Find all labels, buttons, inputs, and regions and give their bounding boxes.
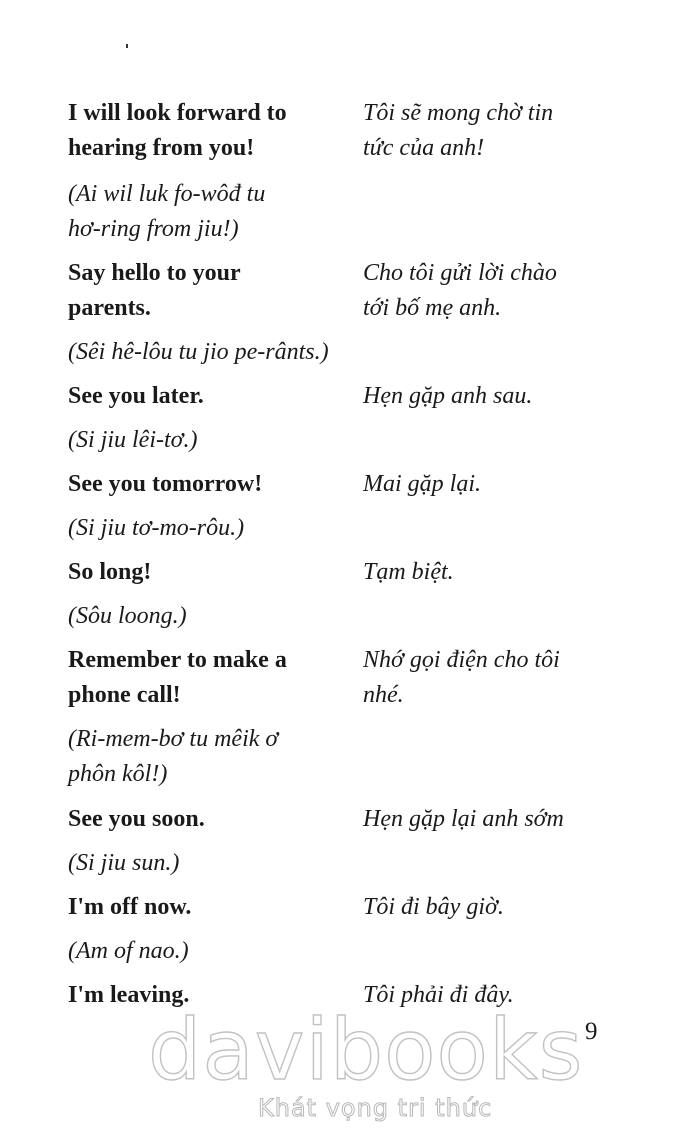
watermark-tagline: Khát vọng tri thức [258, 1094, 493, 1122]
english-phrase-line: See you soon. [68, 806, 205, 832]
english-phrase-line: So long! [68, 559, 152, 585]
pronunciation-line: (Si jiu sun.) [68, 850, 180, 876]
vietnamese-translation-line: Tôi sẽ mong chờ tin [363, 100, 554, 126]
pronunciation-line: (Am of nao.) [68, 938, 189, 964]
vietnamese-translation-line: Mai gặp lại. [363, 471, 481, 497]
scan-speck [126, 44, 128, 48]
vietnamese-translation-line: tức của anh! [363, 135, 485, 161]
page-number: 9 [585, 1018, 598, 1045]
english-phrase-line: I'm leaving. [68, 982, 190, 1008]
pronunciation-line: (Si jiu lêi-tơ.) [68, 427, 198, 453]
english-phrase-line: Remember to make a [68, 647, 287, 673]
vietnamese-translation-line: Hẹn gặp anh sau. [363, 383, 533, 409]
vietnamese-translation-line: Tôi đi bây giờ. [363, 894, 504, 920]
vietnamese-translation-line: Cho tôi gửi lời chào [363, 260, 557, 286]
pronunciation-line: (Sôu loong.) [68, 603, 187, 629]
english-phrase-line: phone call! [68, 682, 181, 708]
english-phrase-line: See you tomorrow! [68, 471, 263, 497]
pronunciation-line: (Si jiu tơ-mo-rôu.) [68, 515, 245, 541]
vietnamese-translation-line: Nhớ gọi điện cho tôi [363, 647, 560, 673]
english-phrase-line: parents. [68, 295, 151, 321]
vietnamese-translation-line: Hẹn gặp lại anh sớm [363, 806, 564, 832]
pronunciation-line: (Sêi hê-lôu tu jio pe-rânts.) [68, 339, 329, 365]
pronunciation-line: (Ri-mem-bơ tu mêik ơ [68, 726, 279, 752]
pronunciation-line: phôn kôl!) [68, 761, 168, 787]
english-phrase-line: I'm off now. [68, 894, 192, 920]
vietnamese-translation-line: Tạm biệt. [363, 559, 454, 585]
english-phrase-line: Say hello to your [68, 260, 241, 286]
english-phrase-line: hearing from you! [68, 135, 255, 161]
vietnamese-translation-line: tới bố mẹ anh. [363, 295, 502, 321]
english-phrase-line: See you later. [68, 383, 204, 409]
pronunciation-line: (Ai wil luk fo-wôđ tu [68, 181, 266, 207]
vietnamese-translation-line: nhé. [363, 682, 404, 708]
english-phrase-line: I will look forward to [68, 100, 287, 126]
vietnamese-translation-line: Tôi phải đi đây. [363, 982, 514, 1008]
pronunciation-line: hơ-ring from jiu!) [68, 216, 239, 242]
watermark-logo: davibooks [148, 1001, 584, 1099]
